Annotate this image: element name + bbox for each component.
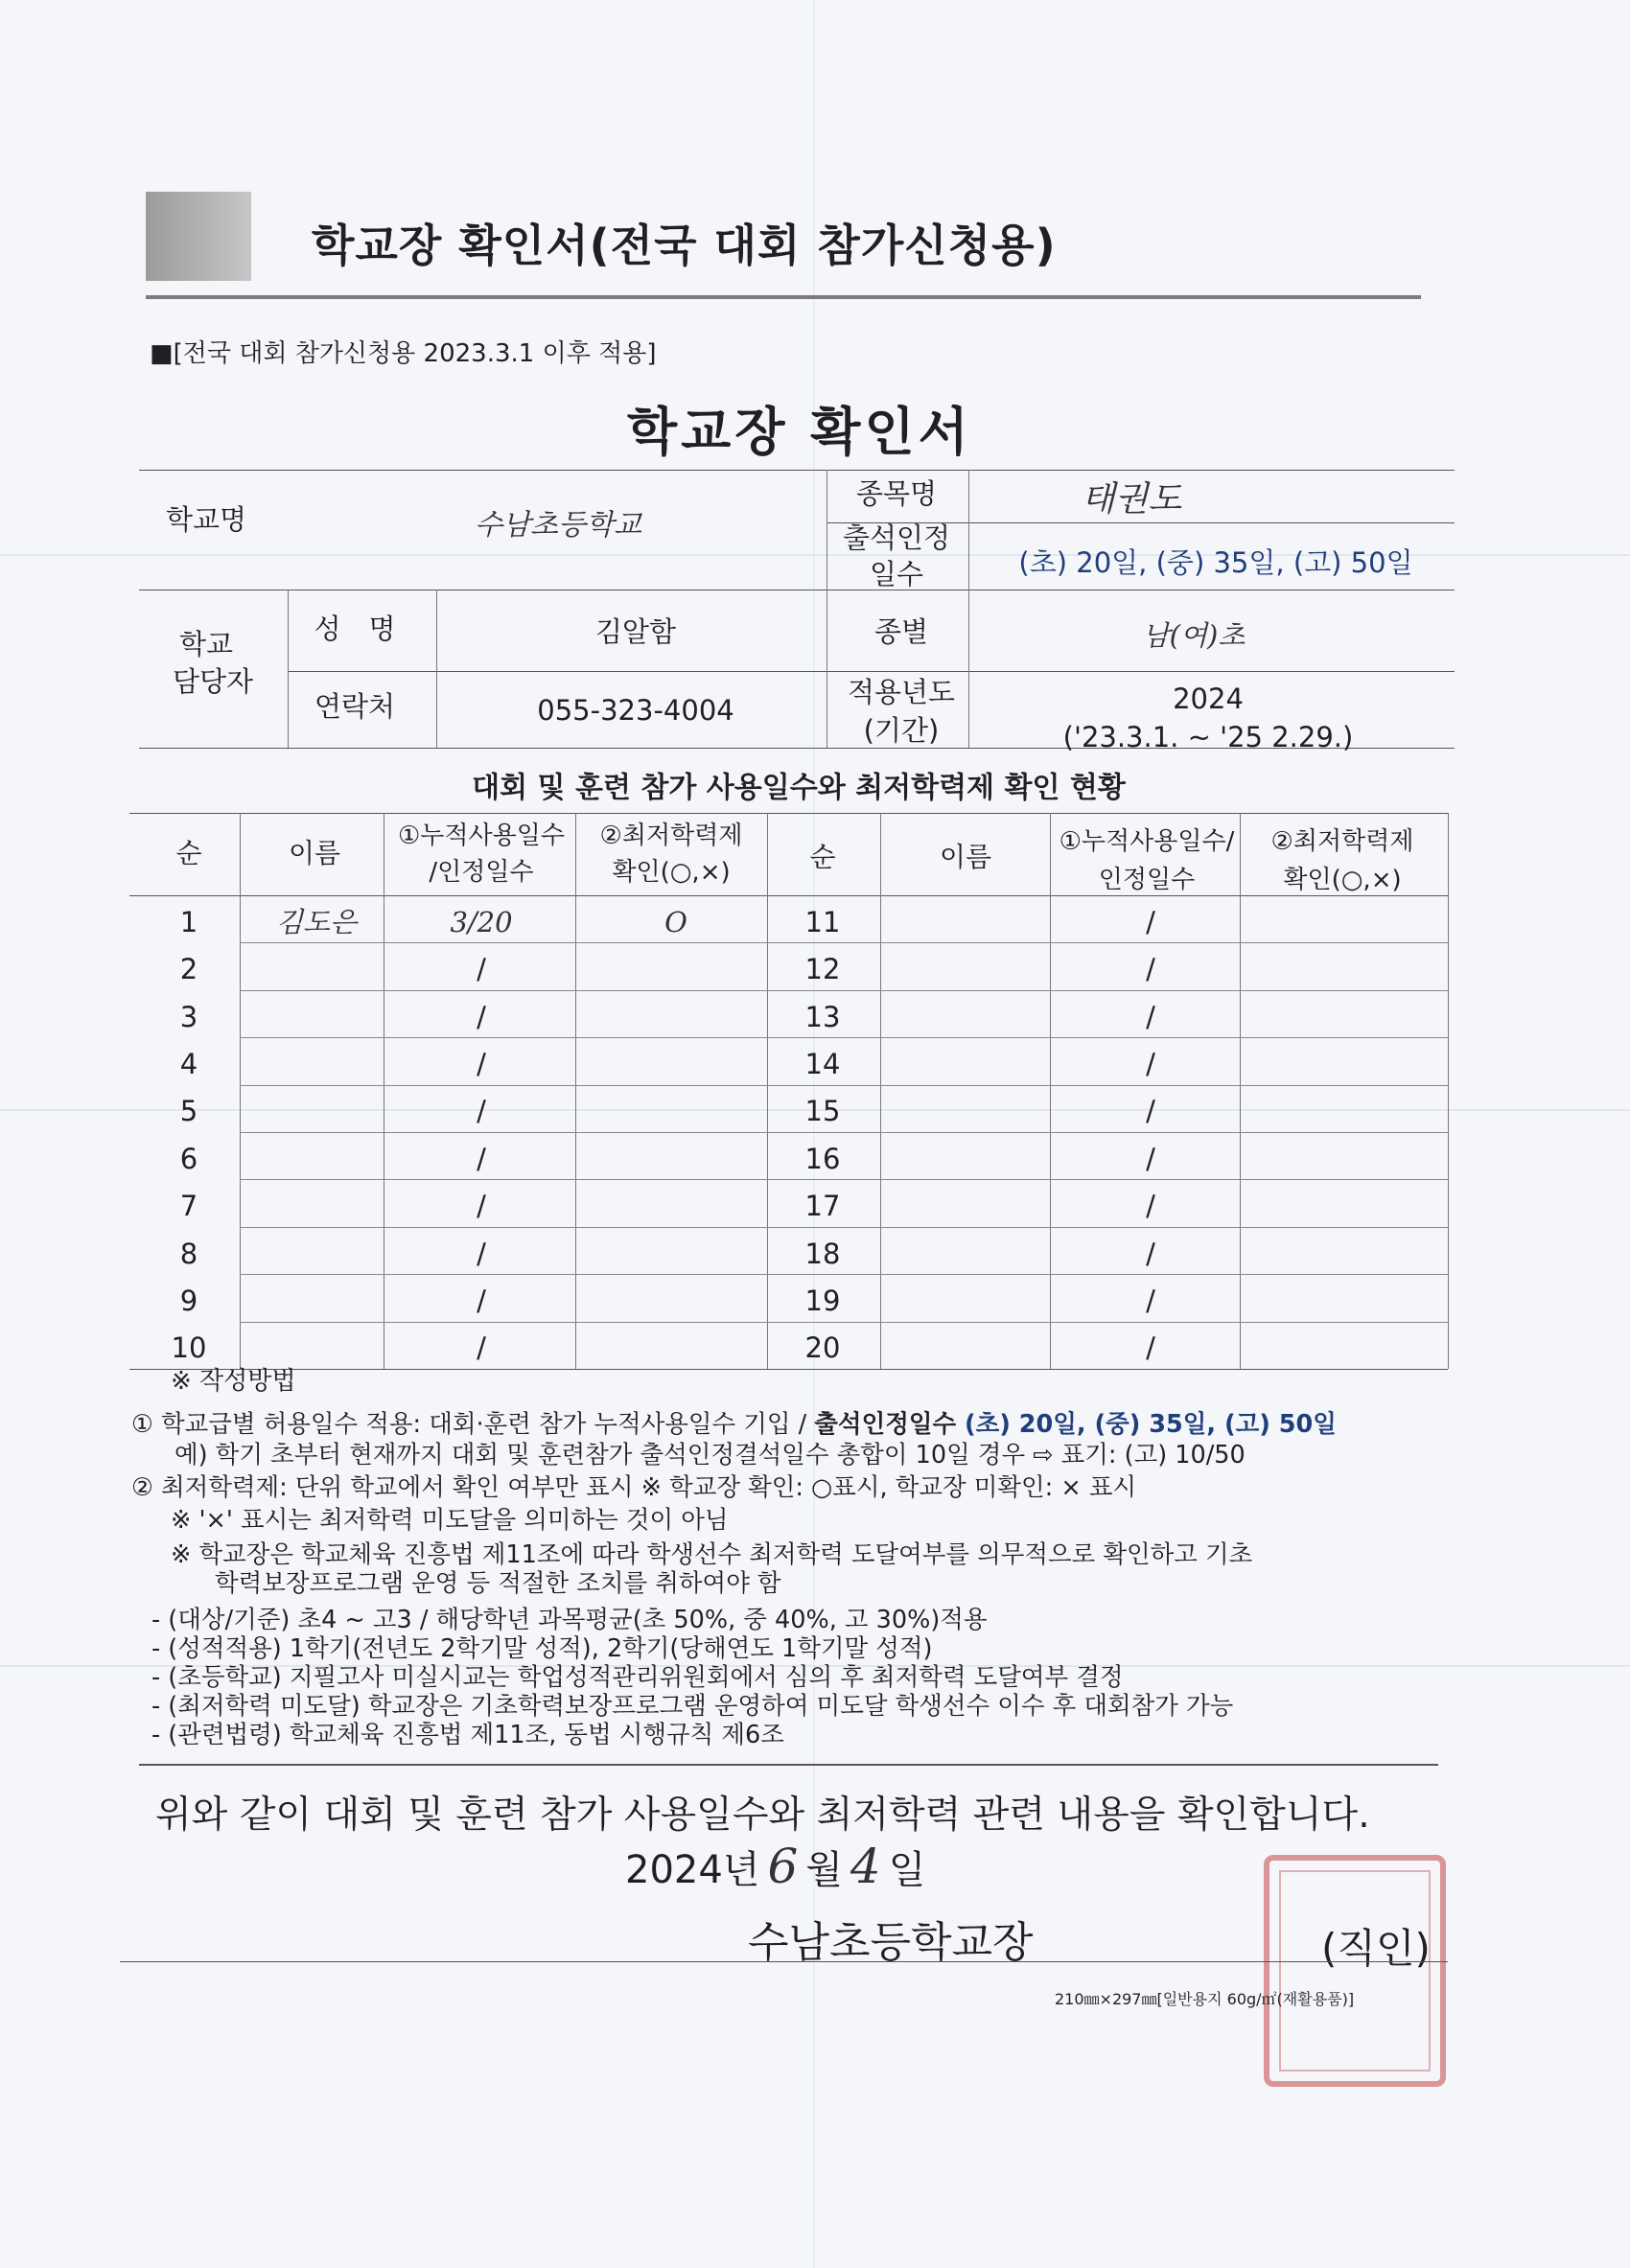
header-days-1: ①누적사용일수 — [397, 821, 566, 850]
right-row-no: 15 — [804, 1095, 841, 1128]
contact-label: 연락처 — [314, 690, 396, 724]
left-row-no: 10 — [171, 1331, 207, 1365]
contact-value: 055-323-4004 — [537, 694, 734, 728]
left-row-days: / — [477, 1190, 486, 1223]
usage-table-title: 대회 및 훈련 참가 사용일수와 최저학력제 확인 현황 — [472, 771, 1126, 805]
attendance-label-2: 일수 — [869, 558, 924, 591]
header-divider — [146, 295, 1421, 299]
right-row-no: 14 — [804, 1048, 841, 1081]
left-row-check: O — [664, 905, 687, 938]
left-row-no: 2 — [179, 953, 198, 986]
instruction-1: ① 학교급별 허용일수 적용: 대회·훈련 참가 누적사용일수 기입 / 출석인정일수 (초) 20일, (중) 35일, (고) 50일 — [131, 1410, 1337, 1439]
period-value: ('23.3.1. ~ '25 2.29.) — [1062, 721, 1354, 754]
right-row-days: / — [1146, 1000, 1155, 1033]
header-days-right-2: 인정일수 — [1098, 865, 1196, 894]
right-row-days: / — [1146, 1237, 1155, 1270]
header-check-2: 확인(○,×) — [612, 857, 731, 887]
header-title: 학교장 확인서(전국 대회 참가신청용) — [312, 220, 1057, 271]
left-row-no: 7 — [179, 1190, 198, 1223]
gender-label: 종별 — [873, 615, 929, 649]
detail-5: - (관련법령) 학교체육 진흥법 제11조, 동법 시행규칙 제6조 — [151, 1721, 784, 1749]
header-shade-box — [146, 192, 251, 281]
left-row-no: 6 — [179, 1142, 198, 1175]
left-row-name: 김도은 — [275, 905, 358, 938]
header-check-1: ②최저학력제 — [599, 821, 743, 850]
instruction-2-note2-line1: ※ 학교장은 학교체육 진흥법 제11조에 따라 학생선수 최저학력 도달여부를 의무적으로 확인하고 기초 — [171, 1540, 1253, 1569]
left-row-days: / — [477, 1237, 486, 1270]
paper-spec-footer: 210㎜×297㎜[일반용지 60g/㎡(재활용품)] — [1055, 1990, 1355, 2008]
confirm-statement: 위와 같이 대회 및 훈련 참가 사용일수와 최저학력 관련 내용을 확인합니다. — [155, 1794, 1370, 1837]
right-row-no: 17 — [804, 1190, 841, 1223]
header-name: 이름 — [288, 837, 341, 869]
left-row-no: 8 — [179, 1237, 198, 1270]
header-check-right-1: ②최저학력제 — [1270, 826, 1414, 856]
left-row-no: 9 — [179, 1284, 198, 1318]
right-row-days: / — [1146, 1048, 1155, 1081]
seal-label: (직인) — [1321, 1925, 1431, 1972]
right-row-days: / — [1146, 953, 1155, 986]
sport-label: 종목명 — [855, 477, 938, 511]
detail-1: - (대상/기준) 초4 ~ 고3 / 해당학년 과목평균(초 50%, 중 40%, 고 30%)적용 — [151, 1606, 988, 1634]
sub-note: ■[전국 대회 참가신청용 2023.3.1 이후 적용] — [150, 339, 657, 368]
detail-2: - (성적적용) 1학기(전년도 2학기말 성적), 2학기(당해연도 1학기말 성적) — [151, 1634, 933, 1663]
left-row-no: 1 — [179, 905, 198, 938]
gender-value: 남(여)초 — [1142, 619, 1246, 653]
right-row-days: / — [1146, 1284, 1155, 1318]
instruction-2-note: ※ '×' 표시는 최저학력 미도달을 의미하는 것이 아님 — [171, 1506, 729, 1535]
left-row-no: 4 — [179, 1048, 198, 1081]
right-row-no: 13 — [804, 1000, 841, 1033]
date-day: 4 — [850, 1839, 881, 1894]
left-row-days: / — [477, 1284, 486, 1318]
right-row-no: 11 — [804, 905, 841, 938]
left-row-days: 3/20 — [450, 905, 513, 938]
right-row-no: 20 — [804, 1331, 841, 1365]
name-label: 성 명 — [314, 613, 396, 646]
right-row-no: 12 — [804, 953, 841, 986]
attendance-value: (초) 20일, (중) 35일, (고) 50일 — [1018, 546, 1413, 580]
year-value: 2024 — [1173, 683, 1244, 716]
year-label-1: 적용년도 — [847, 676, 956, 709]
right-row-no: 16 — [804, 1142, 841, 1175]
name-value: 김알함 — [594, 615, 677, 649]
detail-3: - (초등학교) 지필고사 미실시교는 학업성적관리위원회에서 심의 후 최저학력 도달여부 결정 — [151, 1663, 1124, 1692]
header-days-right-1: ①누적사용일수/ — [1059, 826, 1235, 856]
right-row-days: / — [1146, 1142, 1155, 1175]
school-value: 수남초등학교 — [475, 508, 641, 543]
left-row-days: / — [477, 1000, 486, 1033]
manager-label-1: 학교 — [178, 628, 234, 661]
sport-value: 태권도 — [1081, 479, 1182, 520]
detail-4: - (최저학력 미도달) 학교장은 기초학력보장프로그램 운영하여 미도달 학생선수 이수 후 대회참가 가능 — [151, 1692, 1234, 1721]
right-row-days: / — [1146, 1190, 1155, 1223]
year-label-2: (기간) — [863, 714, 940, 748]
left-row-no: 5 — [179, 1095, 198, 1128]
header-check-right-2: 확인(○,×) — [1283, 865, 1402, 894]
right-row-days: / — [1146, 1331, 1155, 1365]
left-row-days: / — [477, 953, 486, 986]
school-label: 학교명 — [165, 503, 247, 537]
right-row-days: / — [1146, 1095, 1155, 1128]
header-no-right: 순 — [809, 841, 836, 873]
left-row-no: 3 — [179, 1000, 198, 1033]
left-row-days: / — [477, 1331, 486, 1365]
left-row-days: / — [477, 1095, 486, 1128]
instruction-2: ② 최저학력제: 단위 학교에서 확인 여부만 표시 ※ 학교장 확인: ○표시, 학교장 미확인: × 표시 — [131, 1473, 1137, 1502]
header-days-2: /인정일수 — [429, 857, 534, 887]
header-name-right: 이름 — [939, 841, 992, 873]
manager-label-2: 담당자 — [172, 665, 254, 699]
right-row-days: / — [1146, 905, 1155, 938]
instructions-heading: ※ 작성방법 — [171, 1367, 296, 1396]
document-title: 학교장 확인서 — [627, 402, 972, 462]
principal-name: 수남초등학교장 — [748, 1918, 1034, 1967]
instruction-2-note2-line2: 학력보장프로그램 운영 등 적절한 조치를 취하여야 함 — [215, 1569, 781, 1598]
date-line: 2024년 6 월 4 일 — [625, 1839, 926, 1894]
left-row-days: / — [477, 1048, 486, 1081]
header-no: 순 — [175, 837, 202, 869]
attendance-label-1: 출석인정 — [842, 521, 951, 555]
instruction-1-example: 예) 학기 초부터 현재까지 대회 및 훈련참가 출석인정결석일수 총합이 10일 경우 ⇨ 표기: (고) 10/50 — [175, 1441, 1246, 1470]
right-row-no: 19 — [804, 1284, 841, 1318]
right-row-no: 18 — [804, 1237, 841, 1270]
date-month: 6 — [767, 1839, 799, 1894]
left-row-days: / — [477, 1142, 486, 1175]
